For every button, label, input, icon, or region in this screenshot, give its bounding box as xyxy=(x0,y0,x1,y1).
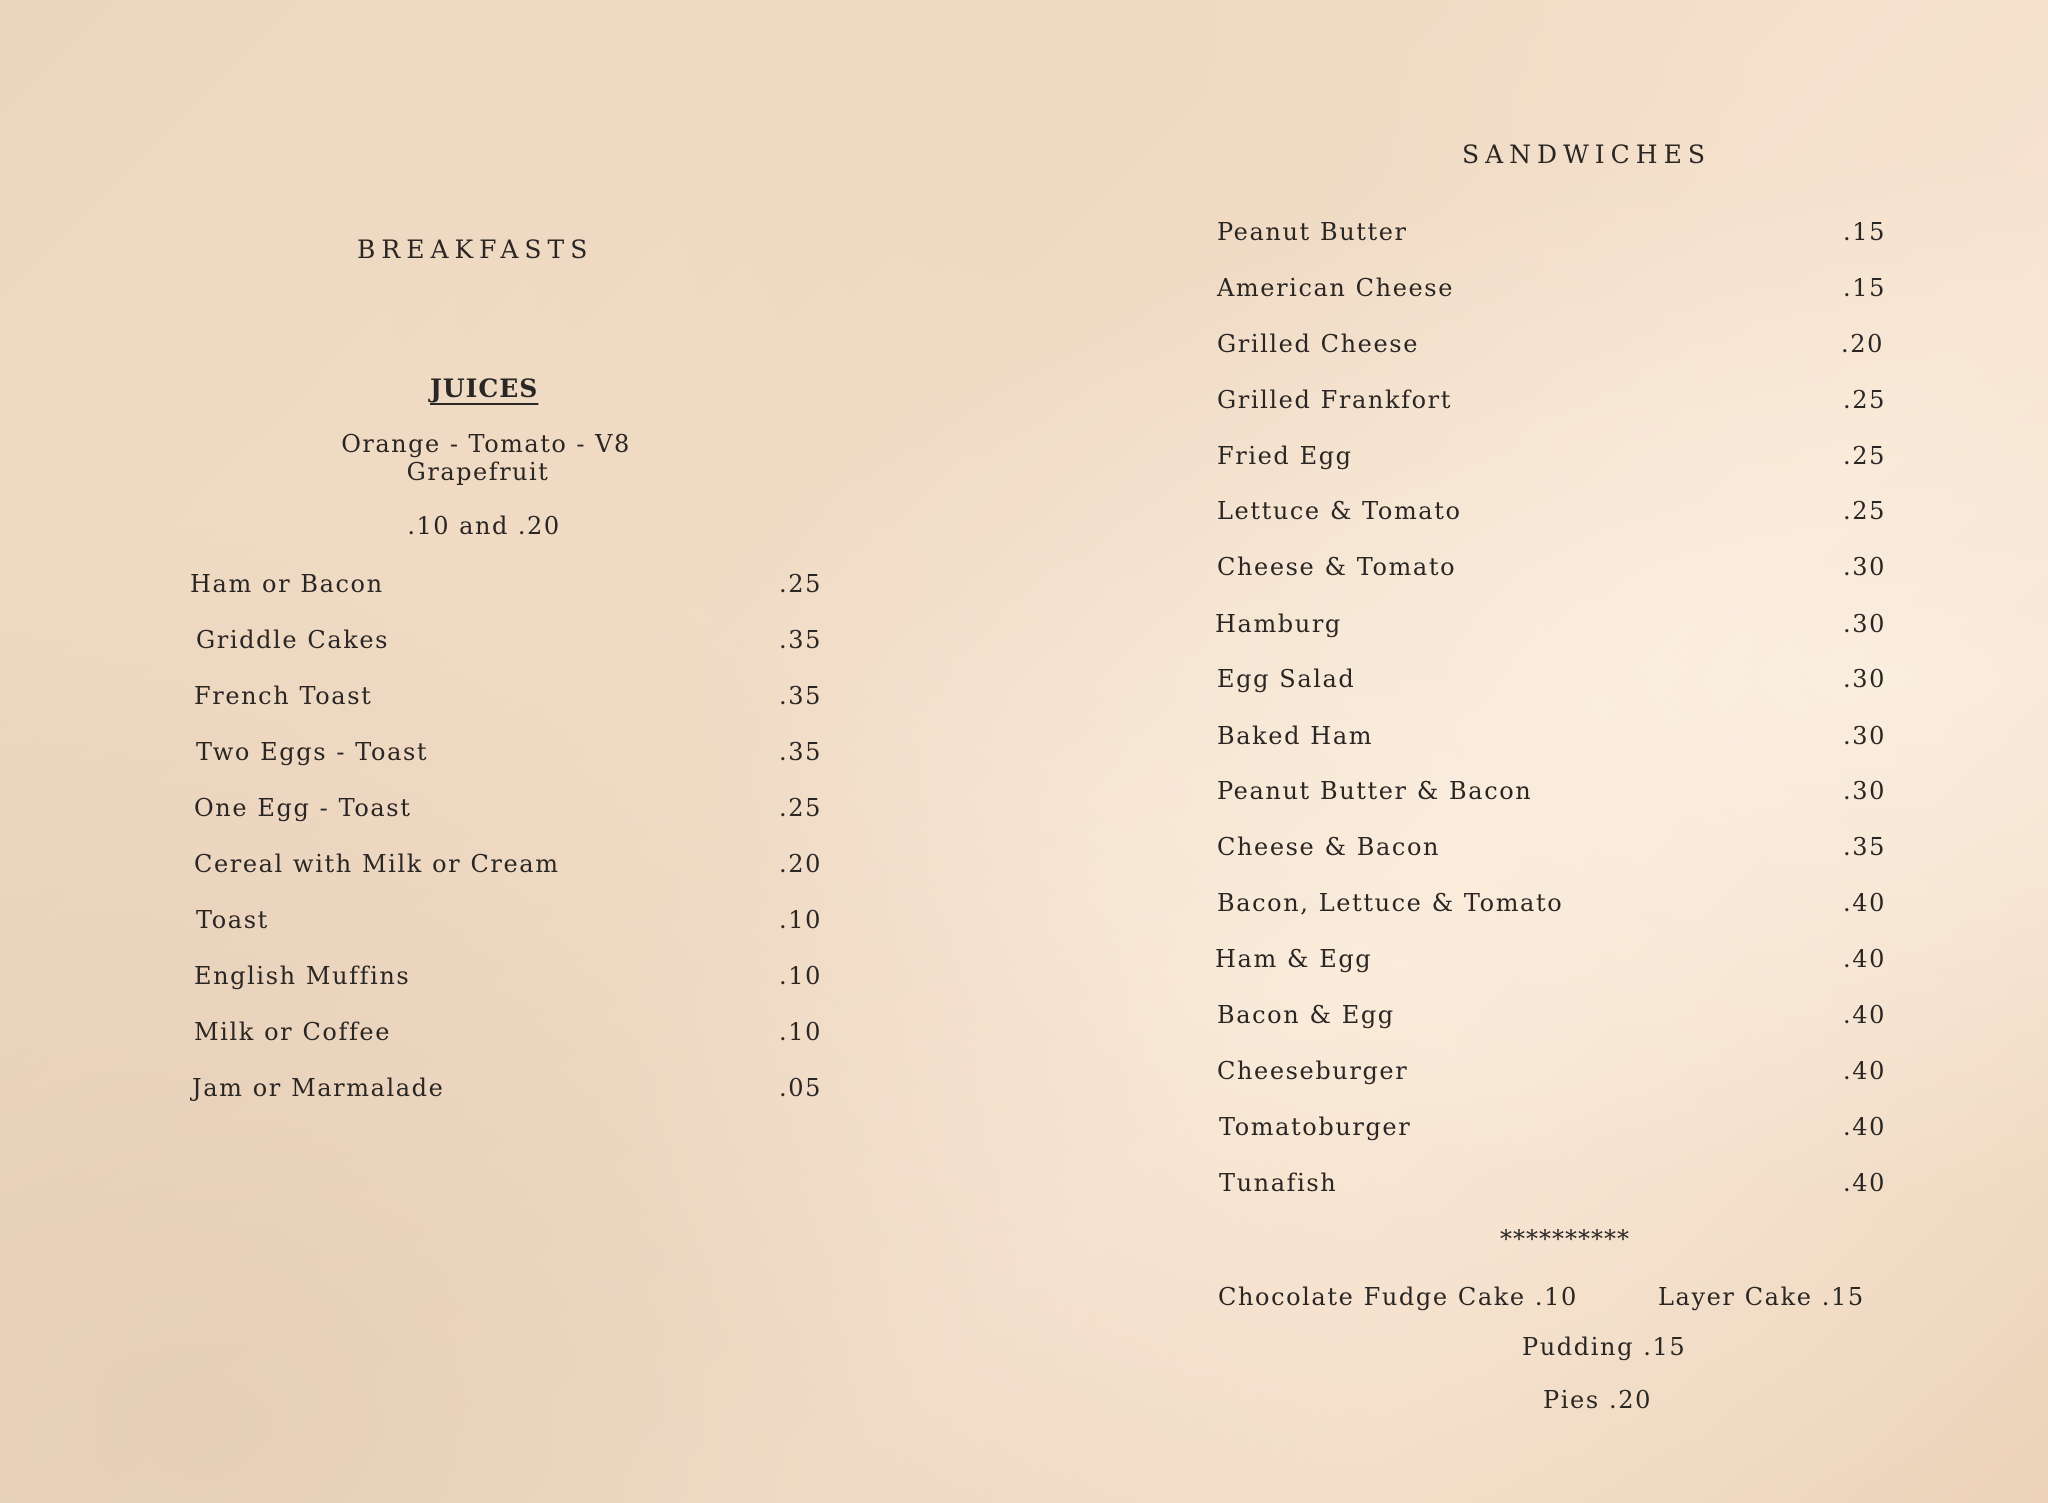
item-price: .40 xyxy=(1843,1001,1886,1029)
item-price: .35 xyxy=(1843,833,1886,861)
sandwich-item xyxy=(1217,1001,1888,1041)
breakfast-item xyxy=(190,570,822,610)
item-name: Griddle Cakes xyxy=(196,626,390,654)
item-name: English Muffins xyxy=(194,962,411,990)
sandwich-item xyxy=(1217,218,1888,258)
item-name: Baked Ham xyxy=(1217,722,1374,750)
item-name: Grilled Cheese xyxy=(1217,330,1420,358)
sandwich-item xyxy=(1217,386,1888,426)
item-price: .10 xyxy=(779,906,822,934)
sandwich-item xyxy=(1217,497,1888,537)
sandwiches-heading: SANDWICHES xyxy=(1462,140,1711,169)
item-price: .30 xyxy=(1843,553,1886,581)
item-name: Lettuce & Tomato xyxy=(1217,497,1462,525)
item-price: .15 xyxy=(1843,274,1886,302)
item-name: One Egg - Toast xyxy=(194,794,412,822)
breakfast-item xyxy=(190,1074,822,1114)
item-name: Tunafish xyxy=(1219,1169,1338,1197)
sandwich-item xyxy=(1217,1169,1888,1209)
item-price: .30 xyxy=(1843,665,1886,693)
separator-stars: ********** xyxy=(1500,1225,1630,1253)
breakfast-item xyxy=(190,850,822,890)
item-name: American Cheese xyxy=(1217,274,1455,302)
item-price: .10 xyxy=(779,962,822,990)
item-price: .40 xyxy=(1843,889,1886,917)
sandwich-item xyxy=(1217,610,1888,650)
sandwich-item xyxy=(1217,833,1888,873)
dessert-chocolate-fudge-cake: Chocolate Fudge Cake .10 xyxy=(1218,1283,1578,1311)
sandwich-item xyxy=(1217,1113,1888,1153)
breakfast-item xyxy=(190,1018,822,1058)
sandwich-item xyxy=(1217,889,1888,929)
item-name: Egg Salad xyxy=(1217,665,1356,693)
dessert-pies: Pies .20 xyxy=(1543,1386,1652,1414)
item-name: Cheese & Bacon xyxy=(1217,833,1441,861)
item-name: Cheeseburger xyxy=(1217,1057,1409,1085)
item-name: Tomatoburger xyxy=(1219,1113,1412,1141)
item-price: .35 xyxy=(779,682,822,710)
item-name: Bacon, Lettuce & Tomato xyxy=(1217,889,1564,917)
sandwich-item xyxy=(1217,665,1888,705)
item-price: .35 xyxy=(779,738,822,766)
item-price: .05 xyxy=(779,1074,822,1102)
juices-heading: JUICES xyxy=(430,374,539,403)
breakfast-item xyxy=(190,626,822,666)
sandwich-item xyxy=(1217,777,1888,817)
sandwich-item xyxy=(1217,330,1888,370)
item-name: Grilled Frankfort xyxy=(1217,386,1452,414)
item-price: .40 xyxy=(1843,945,1886,973)
item-price: .15 xyxy=(1843,218,1886,246)
sandwich-item xyxy=(1217,274,1888,314)
breakfast-item xyxy=(190,906,822,946)
breakfast-item xyxy=(190,738,822,778)
item-price: .25 xyxy=(1843,497,1886,525)
dessert-pudding: Pudding .15 xyxy=(1522,1333,1687,1361)
item-name: Toast xyxy=(196,906,269,934)
item-price: .30 xyxy=(1843,777,1886,805)
item-price: .25 xyxy=(779,794,822,822)
item-name: Cereal with Milk or Cream xyxy=(194,850,560,878)
item-name: Bacon & Egg xyxy=(1217,1001,1395,1029)
sandwich-item xyxy=(1217,553,1888,593)
juices-price: .10 and .20 xyxy=(407,512,561,540)
juices-flavors-line1: Orange - Tomato - V8 xyxy=(341,430,631,458)
sandwich-item xyxy=(1217,442,1888,482)
item-name: Milk or Coffee xyxy=(194,1018,392,1046)
item-price: .40 xyxy=(1843,1113,1886,1141)
sandwich-item xyxy=(1217,722,1888,762)
juices-flavors-line2: Grapefruit xyxy=(406,458,550,486)
sandwich-item xyxy=(1217,1057,1888,1097)
item-name: French Toast xyxy=(194,682,373,710)
breakfast-item xyxy=(190,794,822,834)
item-price: .25 xyxy=(1843,442,1886,470)
breakfast-item xyxy=(190,682,822,722)
item-price: .30 xyxy=(1843,722,1886,750)
sandwich-item xyxy=(1217,945,1888,985)
item-name: Cheese & Tomato xyxy=(1217,553,1457,581)
item-price: .35 xyxy=(779,626,822,654)
item-name: Ham or Bacon xyxy=(190,570,384,598)
item-name: Peanut Butter & Bacon xyxy=(1217,777,1533,805)
item-price: .25 xyxy=(1843,386,1886,414)
item-name: Hamburg xyxy=(1215,610,1342,638)
item-name: Jam or Marmalade xyxy=(192,1074,445,1102)
item-name: Fried Egg xyxy=(1217,442,1353,470)
item-price: .30 xyxy=(1843,610,1886,638)
item-price: .40 xyxy=(1843,1169,1886,1197)
item-price: .40 xyxy=(1843,1057,1886,1085)
breakfast-item xyxy=(190,962,822,1002)
item-price: .10 xyxy=(779,1018,822,1046)
dessert-layer-cake: Layer Cake .15 xyxy=(1658,1283,1865,1311)
item-name: Two Eggs - Toast xyxy=(196,738,429,766)
breakfasts-heading: BREAKFASTS xyxy=(357,235,594,264)
item-price: .25 xyxy=(779,570,822,598)
item-name: Ham & Egg xyxy=(1215,945,1373,973)
item-name: Peanut Butter xyxy=(1217,218,1408,246)
item-price: .20 xyxy=(779,850,822,878)
item-price: .20 xyxy=(1841,330,1884,358)
